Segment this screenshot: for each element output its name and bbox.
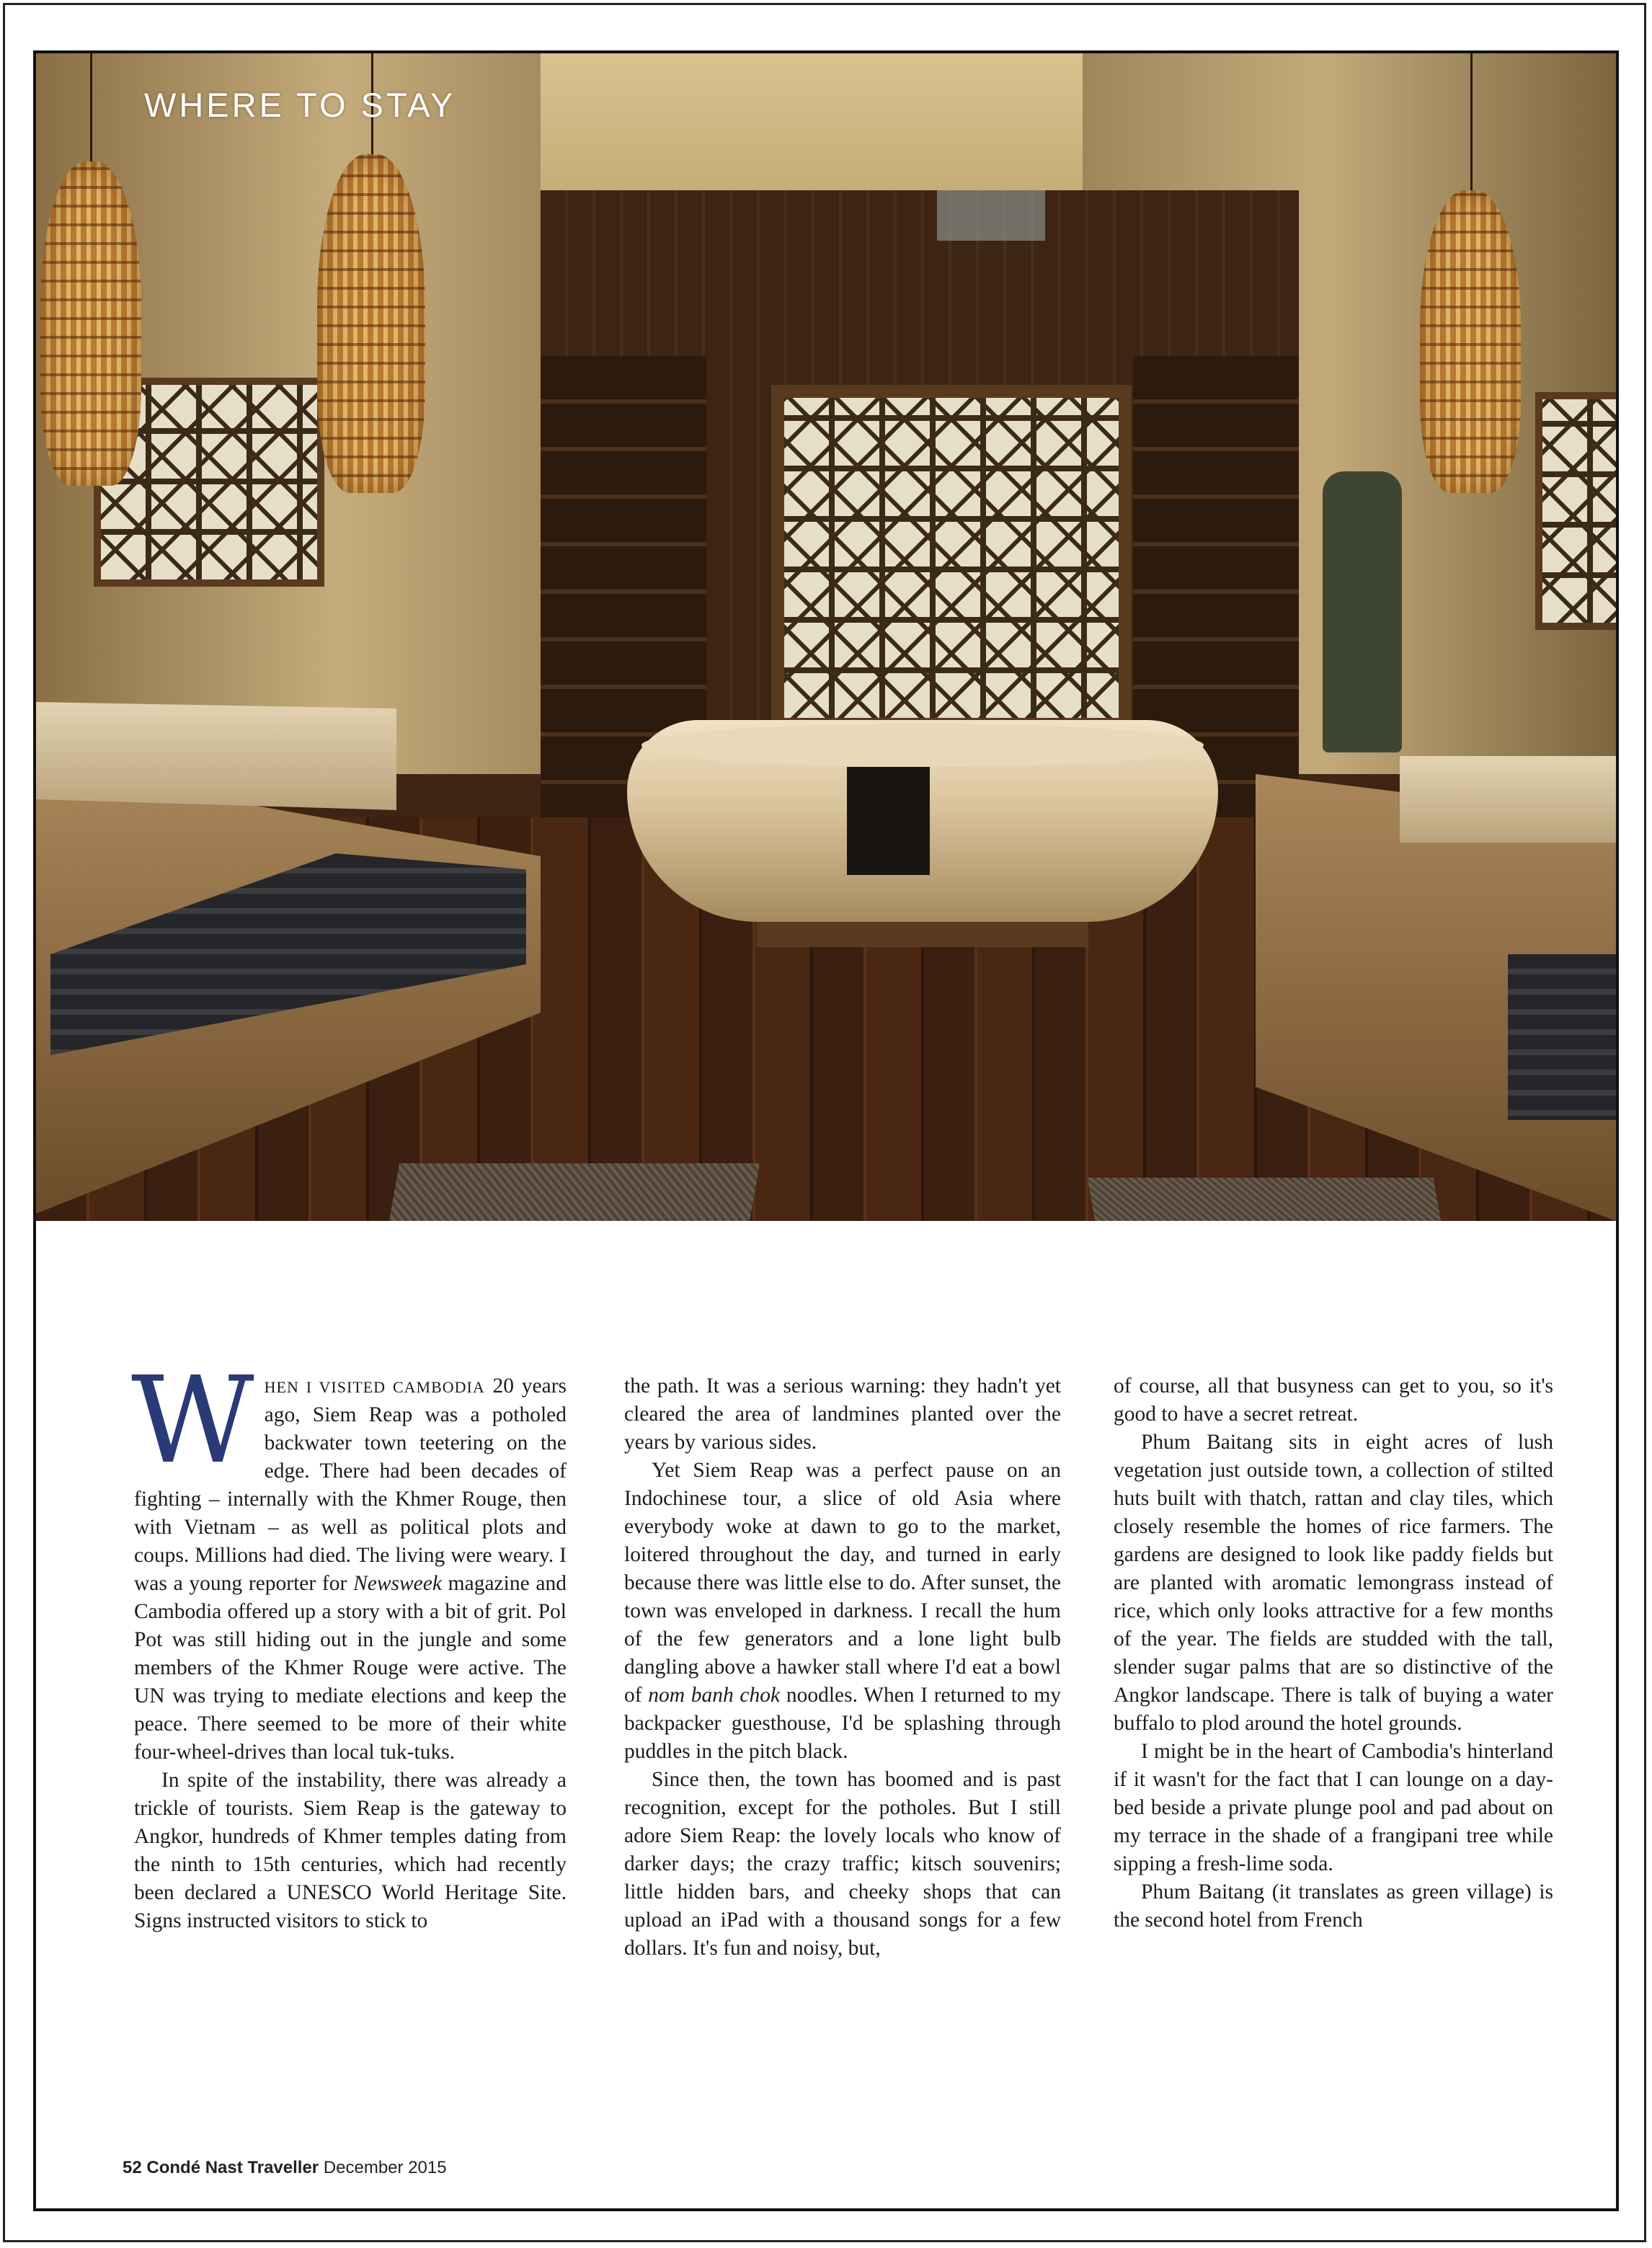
page-footer: [123, 2158, 447, 2178]
paragraph: Since then, the town has boomed and is past recognition, except for the potholes. But I still adore Siem Reap: the lovely locals who know of darker days; the crazy traffic; kitsch souvenirs; little hidden bars, and cheeky shops that can upload an iPad with a thousand songs for a few dollars. It's fun and noisy, but,: [624, 1768, 1061, 1960]
article-column-2: [624, 1372, 1061, 1963]
article-column-3: [1114, 1372, 1553, 1934]
issue-date: December 2015: [323, 2158, 447, 2177]
section-heading: WHERE TO STAY: [144, 86, 456, 124]
page-number: 52: [123, 2158, 142, 2177]
paragraph: Phum Baitang (it translates as green village) is the second hotel from French: [1114, 1880, 1553, 1932]
magazine-title: Condé Nast Traveller: [146, 2158, 319, 2177]
lead-in: HEN I VISITED CAMBODIA: [264, 1378, 485, 1396]
dish-name: nom banh chok: [648, 1684, 781, 1707]
paragraph: I might be in the heart of Cambodia's hinterland if it wasn't for the fact that I can lounge on a day-bed beside a private plunge pool and pad about on my terrace in the shade of a frangipani tree while sipping a fresh-lime soda.: [1114, 1740, 1553, 1875]
magazine-name: Newsweek: [353, 1572, 442, 1595]
paragraph: the path. It was a serious warning: they hadn't yet cleared the area of landmines planted over the years by various sides.: [624, 1374, 1061, 1454]
paragraph: In spite of the instability, there was already a trickle of tourists. Siem Reap is the gateway to Angkor, hundreds of Khmer temples dating from the ninth to 15th centuries, which had recently been declared a UNESCO World Heritage Site. Signs instructed visitors to stick to: [134, 1769, 567, 1932]
paragraph: Phum Baitang sits in eight acres of lush vegetation just outside town, a collection of stilted huts built with thatch, rattan and clay tiles, which closely resemble the homes of rice farmers. The gardens are designed to look like paddy fields but are planted with aromatic lemongrass instead of rice, which only looks attractive for a few months of the year. The fields are studded with the tall, slender sugar palms that are so distinctive of the Angkor landscape. There is talk of buying a water buffalo to plod around the hotel grounds.: [1114, 1431, 1553, 1735]
paragraph: Yet Siem Reap was a perfect pause on an Indochinese tour, a slice of old Asia where everybody woke at dawn to go to the market, loitered throughout the day, and turned in early because there was little else to do. After sunset, the town was enveloped in darkness. I recall the hum of the few generators and a lone light bulb dangling above a hawker stall where I'd eat a bowl of nom banh chok noodles. When I returned to my backpacker guesthouse, I'd be splashing through puddles in the pitch black.: [624, 1459, 1062, 1763]
article-column-1: [131, 1351, 567, 1935]
drop-cap: W: [131, 1351, 254, 1490]
paragraph: W HEN I VISITED CAMBODIA 20 years ago, Siem Reap was a potholed backwater town teetering on the edge. There had been decades of fighting – internally with the Khmer Rouge, then with Vietnam – as well as political plots and coups. Millions had died. The living were weary. I was a young reporter for Newsweek magazine and Cambodia offered up a story with a bit of grit. Pol Pot was still hiding out in the jungle and some members of the Khmer Rouge were active. The UN was trying to mediate elections and keep the peace. There seemed to be more of their white four-wheel-drives than local tuk-tuks.: [131, 1351, 567, 1764]
paragraph: of course, all that busyness can get to you, so it's good to have a secret retreat.: [1114, 1374, 1553, 1426]
